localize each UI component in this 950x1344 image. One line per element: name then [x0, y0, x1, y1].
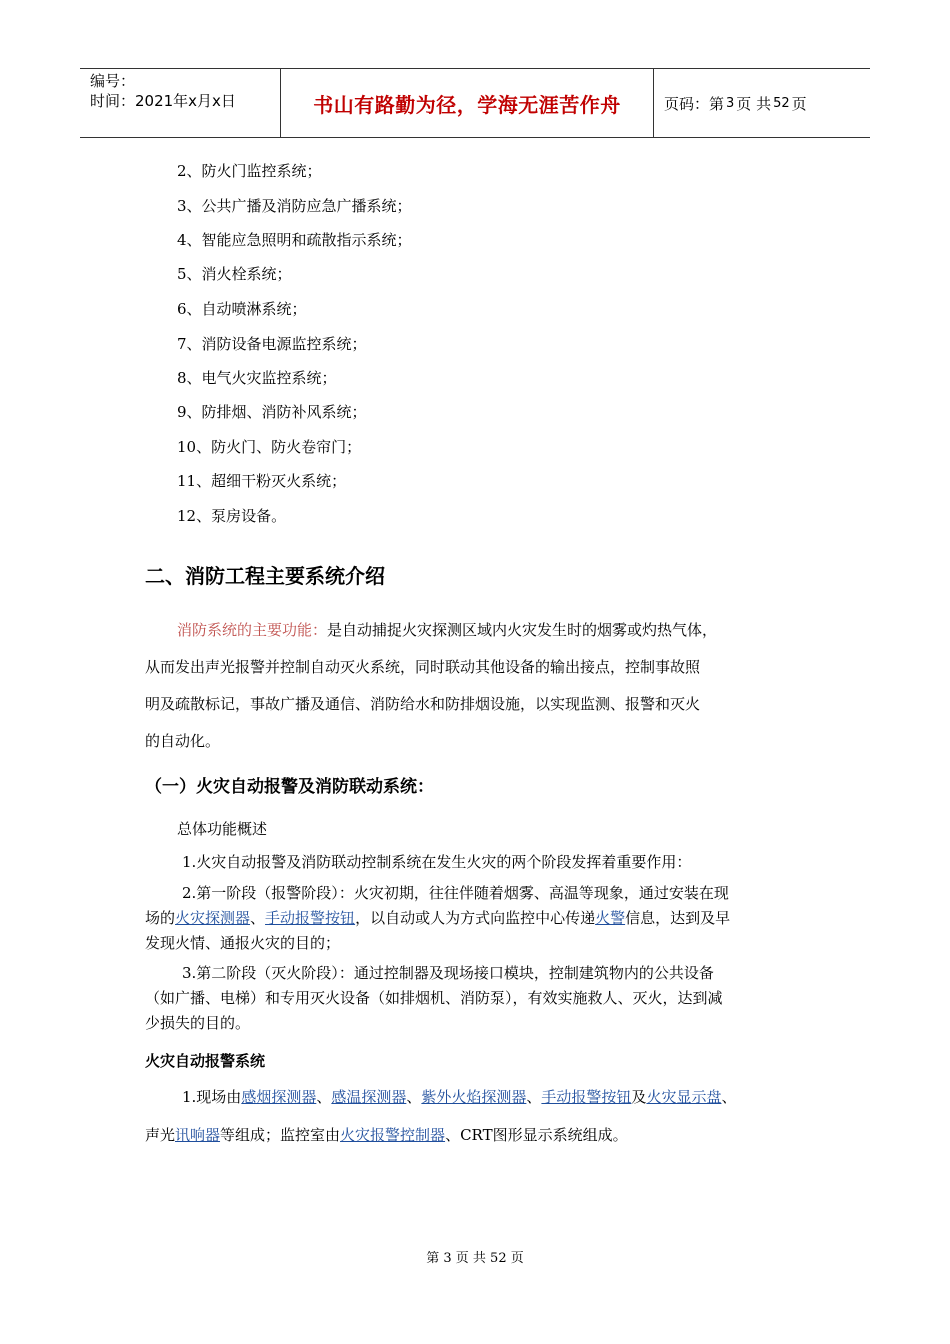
- paragraph-2-line-3: 发现火情、通报火灾的目的；: [145, 934, 341, 952]
- intro-text: 是自动捕捉火灾探测区域内火灾发生时的烟雾或灼热气体，: [327, 621, 718, 639]
- intro-line-1: [177, 619, 717, 641]
- date-label: 时间：2021年x月x日: [90, 92, 236, 110]
- paragraph-4-line-2: [145, 1124, 628, 1146]
- page-suffix: 页: [791, 94, 807, 113]
- link-manual-alarm-button[interactable]: 手动报警按钮: [265, 909, 356, 927]
- text: 1.现场由: [182, 1088, 242, 1106]
- subsection-title: （一）火灾自动报警及消防联动系统：: [145, 777, 434, 797]
- link-sounder[interactable]: 讯响器: [175, 1126, 221, 1144]
- intro-line-3: 明及疏散标记，事故广播及通信、消防给水和防排烟设施，以实现监测、报警和灭火: [145, 695, 701, 713]
- fire-alarm-title: 火灾自动报警系统: [145, 1052, 266, 1070]
- list-item: 3、公共广播及消防应急广播系统；: [177, 197, 412, 215]
- text: 、CRT图形显示系统组成。: [445, 1126, 628, 1144]
- text: 、: [316, 1088, 332, 1106]
- list-item: 2、防火门监控系统；: [177, 162, 322, 180]
- paragraph-2-line-2: [145, 907, 730, 929]
- list-item: 8、电气火灾监控系统；: [177, 369, 337, 387]
- list-item: 4、智能应急照明和疏散指示系统；: [177, 231, 412, 249]
- list-item: 9、防排烟、消防补风系统；: [177, 403, 367, 421]
- page-footer: 第 3 页 共 52 页: [426, 1251, 524, 1266]
- header-page-info: [654, 69, 870, 137]
- intro-lead: 消防系统的主要功能：: [177, 621, 328, 639]
- link-manual-alarm-button[interactable]: 手动报警按钮: [541, 1088, 632, 1106]
- link-fire-detector[interactable]: 火灾探测器: [175, 909, 251, 927]
- paragraph-3-line-3: 少损失的目的。: [145, 1014, 251, 1032]
- paragraph-3-line-2: （如广播、电梯）和专用灭火设备（如排烟机、消防泵），有效实施救人、灭火，达到减: [145, 989, 723, 1007]
- overview-title: 总体功能概述: [177, 820, 268, 838]
- intro-line-2: 从而发出声光报警并控制自动灭火系统，同时联动其他设备的输出接点，控制事故照: [145, 658, 701, 676]
- text: 、: [406, 1088, 422, 1106]
- text: 等组成；监控室由: [220, 1126, 341, 1144]
- page-total: 52: [773, 95, 790, 111]
- page-number: 3: [726, 95, 735, 111]
- link-fire-alarm[interactable]: 火警: [595, 909, 626, 927]
- paragraph-3-line-1: 3.第二阶段（灭火阶段）：通过控制器及现场接口模块，控制建筑物内的公共设备: [182, 964, 714, 982]
- text: ，以自动或人为方式向监控中心传递: [355, 909, 596, 927]
- list-item: 10、防火门、防火卷帘门；: [177, 438, 362, 456]
- text: 、: [250, 909, 266, 927]
- text: 及: [631, 1088, 647, 1106]
- link-heat-detector[interactable]: 感温探测器: [331, 1088, 407, 1106]
- list-item: 5、消火栓系统；: [177, 265, 292, 283]
- paragraph-2-line-1: 2.第一阶段（报警阶段）：火灾初期，往往伴随着烟雾、高温等现象，通过安装在现: [182, 884, 729, 902]
- header-motto: 书山有路勤为径，学海无涯苦作舟: [281, 69, 654, 137]
- code-label: 编号：: [90, 72, 136, 90]
- link-fire-display-panel[interactable]: 火灾显示盘: [646, 1088, 722, 1106]
- paragraph-1: 1.火灾自动报警及消防联动控制系统在发生火灾的两个阶段发挥着重要作用：: [182, 853, 692, 871]
- text: 场的: [145, 909, 176, 927]
- page-prefix: 页码：第: [664, 94, 725, 113]
- page-header: [80, 68, 870, 138]
- list-item: 7、消防设备电源监控系统；: [177, 335, 367, 353]
- list-item: 11、超细干粉灭火系统；: [177, 472, 347, 490]
- header-meta: [80, 69, 281, 137]
- section-title: 二、消防工程主要系统介绍: [145, 564, 385, 588]
- intro-line-4: 的自动化。: [145, 732, 221, 750]
- link-fire-alarm-controller[interactable]: 火灾报警控制器: [340, 1126, 446, 1144]
- text: 、: [721, 1088, 737, 1106]
- link-uv-flame-detector[interactable]: 紫外火焰探测器: [421, 1088, 527, 1106]
- paragraph-4-line-1: [182, 1086, 736, 1108]
- list-item: 12、泵房设备。: [177, 507, 287, 525]
- page-mid: 页 共: [736, 94, 772, 113]
- text: 信息，达到及早: [625, 909, 731, 927]
- list-item: 6、自动喷淋系统；: [177, 300, 307, 318]
- link-smoke-detector[interactable]: 感烟探测器: [241, 1088, 317, 1106]
- text: 声光: [145, 1126, 176, 1144]
- text: 、: [526, 1088, 542, 1106]
